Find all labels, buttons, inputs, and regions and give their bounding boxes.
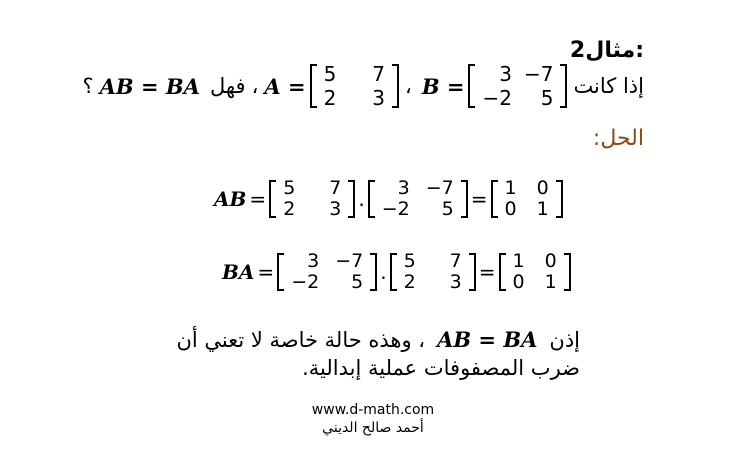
problem-statement	[82, 62, 644, 110]
conclusion-rest: ، وهذه حالة خاصة لا تعني أن	[176, 327, 426, 352]
matrix-cell: 1	[512, 250, 525, 272]
matrix-cell: 2	[283, 198, 296, 220]
matrix-A	[310, 62, 399, 110]
A-label: A =	[264, 73, 306, 99]
eq2-dot: .	[380, 260, 387, 284]
eq1-matrix-1	[269, 178, 355, 220]
conclusion-line-2: ضرب المصفوفات عملية إبدالية.	[302, 356, 580, 380]
solution-label: الحل:	[592, 126, 644, 151]
matrix-cell: −2	[381, 198, 410, 220]
matrix-cell: 5	[403, 250, 416, 272]
matrix-cell: 0	[544, 250, 557, 272]
question-expression: AB = BA	[99, 73, 200, 99]
matrix-cell: −2	[291, 271, 320, 293]
matrix-cell: 1	[536, 198, 549, 220]
matrix-cell: −7	[523, 62, 554, 86]
equation-ba	[222, 251, 571, 293]
eq2-equals: =	[257, 260, 275, 284]
problem-prefix: إذا كانت	[573, 74, 644, 98]
matrix-cell: 2	[403, 271, 416, 293]
eq1-equals-2: =	[470, 187, 488, 211]
footer-url: www.d-math.com	[311, 402, 435, 418]
eq1-lhs: AB	[214, 187, 247, 211]
conclusion-expression: AB = BA	[437, 327, 538, 352]
matrix-cell: 5	[323, 62, 337, 86]
matrix-cell: 3	[397, 177, 410, 199]
matrix-cell: 5	[441, 198, 454, 220]
matrix-cell: −7	[425, 177, 454, 199]
matrix-cell: 3	[372, 86, 386, 110]
question-mark: ؟	[82, 74, 94, 98]
footer-author: أحمد صالح الديني	[322, 420, 424, 436]
matrix-cell: 0	[504, 198, 517, 220]
matrix-cell: 5	[540, 86, 554, 110]
matrix-cell: 7	[372, 62, 386, 86]
B-label: B =	[421, 73, 465, 99]
matrix-cell: 2	[323, 86, 337, 110]
conclusion-start: إذن	[549, 327, 580, 352]
matrix-cell: 1	[504, 177, 517, 199]
matrix-cell: 1	[544, 271, 557, 293]
matrix-cell: 3	[449, 271, 462, 293]
matrix-cell: 5	[283, 177, 296, 199]
eq2-matrix-1	[277, 251, 377, 293]
eq1-result-matrix	[491, 178, 563, 220]
example-title: مثال2:	[569, 38, 644, 63]
eq1-matrix-2	[368, 178, 468, 220]
matrix-cell: 7	[449, 250, 462, 272]
separator: ،	[405, 74, 412, 98]
matrix-cell: −7	[335, 250, 364, 272]
conclusion-line-1	[176, 327, 580, 352]
matrix-cell: 3	[499, 62, 512, 86]
matrix-cell: 5	[351, 271, 364, 293]
matrix-cell: 3	[329, 198, 342, 220]
matrix-cell: 0	[536, 177, 549, 199]
equation-ab	[214, 178, 563, 220]
matrix-B	[468, 62, 567, 110]
question-word: فهل	[209, 74, 246, 98]
eq2-equals-2: =	[478, 260, 496, 284]
matrix-cell: 0	[512, 271, 525, 293]
eq2-matrix-2	[390, 251, 476, 293]
eq2-result-matrix	[499, 251, 571, 293]
matrix-cell: 7	[329, 177, 342, 199]
separator: ،	[251, 74, 259, 98]
eq2-lhs: BA	[222, 260, 255, 284]
matrix-cell: −2	[482, 86, 512, 110]
matrix-cell: 3	[307, 250, 320, 272]
eq1-equals: =	[249, 187, 267, 211]
eq1-dot: .	[358, 187, 365, 211]
